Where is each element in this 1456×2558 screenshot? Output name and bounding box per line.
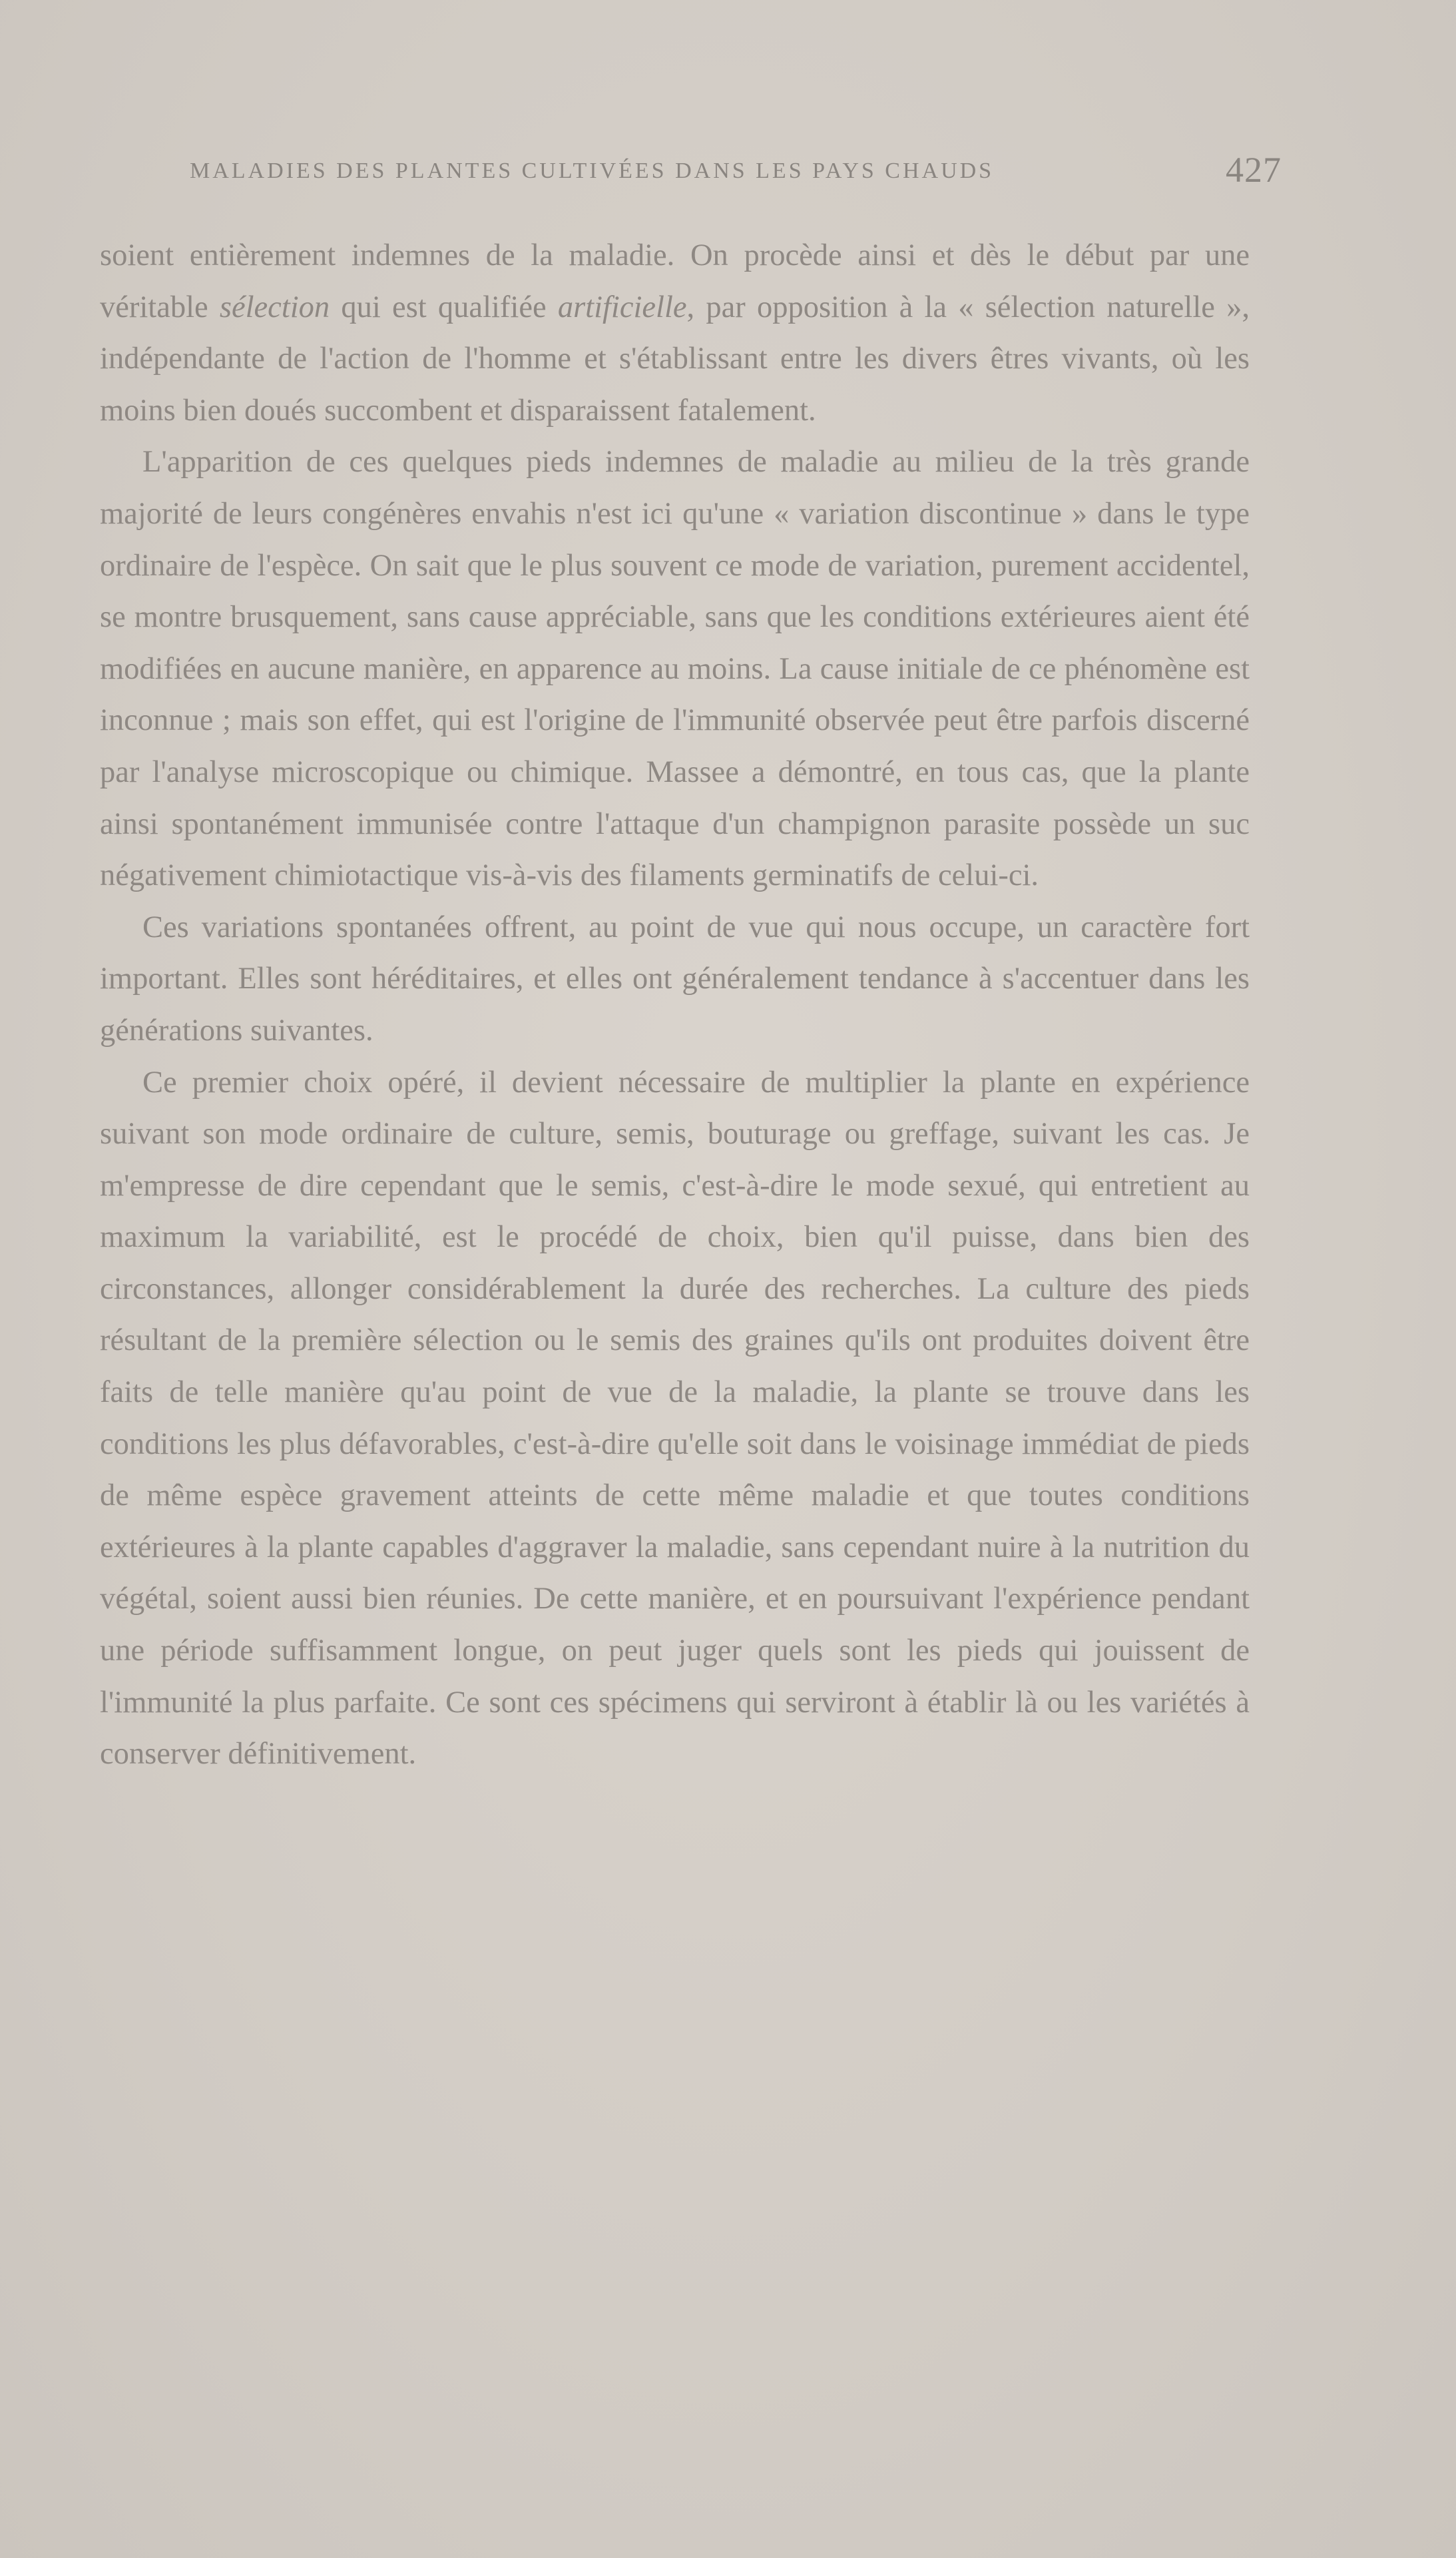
page-number: 427: [1226, 150, 1282, 190]
text-segment: , par opposition à la « sélection naturelle », indépendante de l'action de l'homme et s'établissant entre les divers êtres vivants, où les moins bien doués succombent et disparaissent fatalement.: [100, 290, 1250, 428]
paragraph-1: [100, 230, 1250, 436]
text-segment: qui est qualifiée: [330, 290, 558, 324]
italic-term: artificielle: [557, 290, 687, 324]
paragraph-3: [100, 902, 1250, 1057]
paragraph-2: [100, 436, 1250, 901]
italic-term: sélection: [219, 290, 330, 324]
text-segment: L'apparition de ces quelques pieds indemnes de maladie au milieu de la très grande majorité de leurs congénères envahis n'est ici qu'une « variation discontinue » dans le type ordinaire de l'espèce. On sait que le plus souvent ce mode de variation, purement accidentel, se montre brusquement, sans cause appréciable, sans que les conditions extérieures aient été modifiées en aucune manière, en apparence au moins. La cause initiale de ce phénomène est inconnue ; mais son effet, qui est l'origine de l'immunité observée peut être parfois discerné par l'analyse microscopique ou chimique. Massee a démontré, en tous cas, que la plante ainsi spontanément immunisée contre l'attaque d'un champignon parasite possède un suc négativement chimiotactique vis-à-vis des filaments germinatifs de celui-ci.: [100, 445, 1250, 893]
body-text: [100, 230, 1250, 1780]
text-segment: soient entièrement indemnes de la maladie. On procède ainsi et dès le début par une véritable: [100, 238, 1250, 324]
page-header: [190, 152, 1282, 192]
text-segment: Ces variations spontanées offrent, au point de vue qui nous occupe, un caractère fort important. Elles sont héréditaires, et elles ont généralement tendance à s'accentuer dans les générations suivantes.: [100, 910, 1250, 1048]
paragraph-4: [100, 1057, 1250, 1780]
text-segment: Ce premier choix opéré, il devient nécessaire de multiplier la plante en expérience suivant son mode ordinaire de culture, semis, bouturage ou greffage, suivant les cas. Je m'empresse de dire cependant que le semis, c'est-à-dire le mode sexué, qui entretient au maximum la variabilité, est le procédé de choix, bien qu'il puisse, dans bien des circonstances, allonger considérablement la durée des recherches. La culture des pieds résultant de la première sélection ou le semis des graines qu'ils ont produites doivent être faits de telle manière qu'au point de vue de la maladie, la plante se trouve dans les conditions les plus défavorables, c'est-à-dire qu'elle soit dans le voisinage immédiat de pieds de même espèce gravement atteints de cette même maladie et que toutes conditions extérieures à la plante capables d'aggraver la maladie, sans cependant nuire à la nutrition du végétal, soient aussi bien réunies. De cette manière, et en poursuivant l'expérience pendant une période suffisamment longue, on peut juger quels sont les pieds qui jouissent de l'immunité la plus parfaite. Ce sont ces spécimens qui serviront à établir là ou les variétés à conserver définitivement.: [100, 1065, 1250, 1771]
running-title: MALADIES DES PLANTES CULTIVÉES DANS LES PAYS CHAUDS: [190, 159, 995, 183]
